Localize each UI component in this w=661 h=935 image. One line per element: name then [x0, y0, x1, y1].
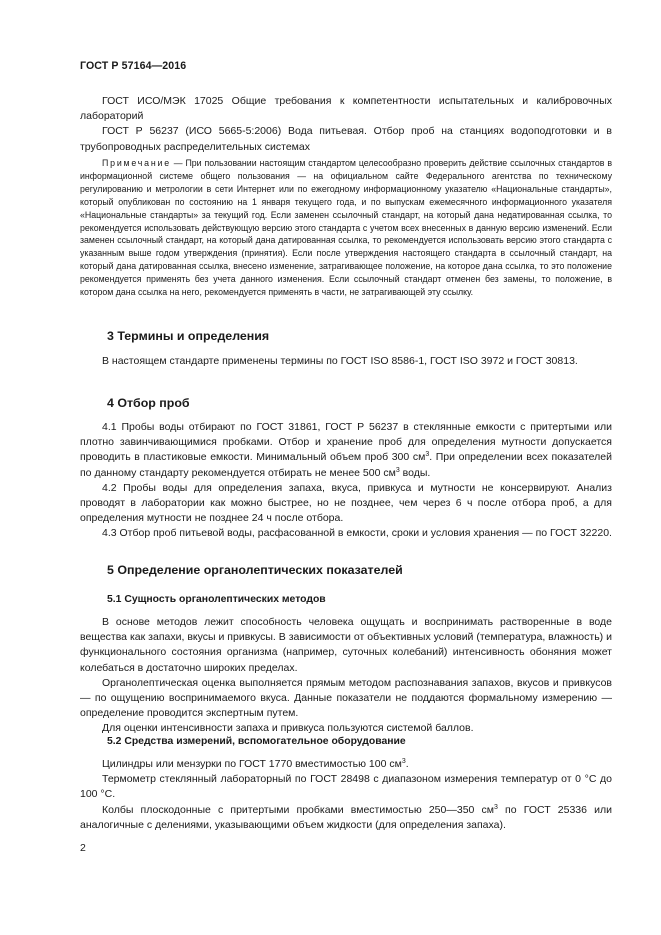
superscript-3: 3 — [401, 758, 406, 765]
ref-gost-iso-17025: ГОСТ ИСО/МЭК 17025 Общие требования к компетентности испытательных и калибровочных лабораторий — [80, 95, 612, 123]
ref-gost-r-56237: ГОСТ Р 56237 (ИСО 5665-5:2006) Вода питьевая. Отбор проб на станциях водоподготовки и в трубопроводных распределительных системах — [80, 125, 612, 153]
clause-5-1-p1: В основе методов лежит способность человека ощущать и воспринимать растворенные в воде вещества как запахи, вкусы и привкусы. В зависимости от объективных условий (температура, влажность) и функционального состояния организма (например, суточных колебаний) интенсивность обоняния может колебаться в достаточно широких пределах. — [80, 616, 612, 674]
subsection-5-2-body — [80, 757, 612, 833]
clause-4-2: 4.2 Пробы воды для определения запаха, вкуса, привкуса и мутности не консервируют. Анализ проводят в лаборатории как можно быстрее, но не позднее, чем через 6 ч после отбора проб, а для определения мутности не позднее 24 ч после отбора. — [80, 481, 612, 525]
section-4-title: 4 Отбор проб — [107, 396, 190, 410]
section-3-title: 3 Термины и определения — [107, 329, 270, 343]
section-3-body — [80, 354, 612, 369]
clause-5-2-p3 — [80, 803, 612, 833]
doc-header-code: ГОСТ Р 57164—2016 — [80, 60, 187, 72]
clause-5-1-p2: Органолептическая оценка выполняется прямым методом распознавания запахов, вкусов и привкусов — по ощущению воспринимаемого вкуса. Данные показатели не поддаются формальному измерению — определение проводится экспертным путем. — [80, 676, 612, 720]
clause-5-2-p2: Термометр стеклянный лабораторный по ГОСТ 28498 с диапазоном измерения температур от 0 °С до 100 °С. — [80, 773, 612, 801]
clause-5-2-p3-part-b: по ГОСТ 25336 или аналогичные с делениями, указывающими объем жидкости (для определения запаха). — [80, 803, 612, 831]
superscript-3: 3 — [494, 803, 498, 811]
superscript-3: 3 — [395, 466, 400, 474]
subsection-5-1-body — [80, 615, 612, 737]
page-number: 2 — [80, 842, 86, 854]
normative-references — [80, 94, 612, 155]
note-paragraph — [80, 157, 612, 299]
subsection-5-1-title: 5.1 Сущность органолептических методов — [107, 594, 326, 605]
section-5-title: 5 Определение органолептических показателей — [107, 563, 403, 577]
section-4-body — [80, 420, 612, 542]
clause-4-1-part-b: . При определении всех показателей по данному стандарту рекомендуется отбирать не менее 500 см — [80, 451, 612, 479]
references-note — [80, 157, 612, 299]
clause-4-1-part-a: 4.1 Пробы воды отбирают по ГОСТ 31861, ГОСТ Р 56237 в стеклянные емкости с притертыми или плотно завинчивающимися пробками. Отбор и хранение проб для определения мутности допускается проводить в пластиковые емкости. Минимальный объем проб 300 см — [80, 421, 612, 464]
clause-4-3: 4.3 Отбор проб питьевой воды, расфасованной в емкости, сроки и условия хранения — по ГОСТ 32220. — [102, 527, 612, 540]
section-3-paragraph: В настоящем стандарте применены термины по ГОСТ ISO 8586-1, ГОСТ ISO 3972 и ГОСТ 30813. — [102, 355, 578, 367]
clause-5-2-p1 — [80, 757, 612, 772]
clause-5-2-p3-part-a: Колбы плоскодонные с притертыми пробками вместимостью 250—350 см — [102, 803, 494, 816]
clause-5-2-p1-part-b: . — [405, 758, 409, 770]
note-text: — При пользовании настоящим стандартом целесообразно проверить действие ссылочных стандартов в информационной системе общего пользования — на официальном сайте Федерального агентства по техническому регулированию и метрологии в сети Интернет или по ежегодному информационному указателю «Национальные стандарты», который опубликован по состоянию на 1 января текущего года, и по выпускам ежемесячного информационного указателя «Национальные стандарты» за текущий год. Если заменен ссылочный стандарт, на который дана недатированная ссылка, то рекомендуется использовать действующую версию этого стандарта с учетом всех внесенных в данную версию изменений. Если заменен ссылочный стандарт, на который дана датированная ссылка, то рекомендуется использовать версию этого стандарта с указанным выше годом утверждения (принятия). Если после утверждения настоящего стандарта в ссылочный стандарт, на который дана датированная ссылка, внесено изменение, затрагивающее положение, на которое дана ссылка, то это положение рекомендуется применять без учета данного изменения. Если ссылочный стандарт отменен без замены, то положение, в котором дана ссылка на него, рекомендуется применять в части, не затрагивающей эту ссылку. — [80, 158, 612, 298]
subsection-5-2-title: 5.2 Средства измерений, вспомогательное оборудование — [107, 736, 406, 747]
superscript-3: 3 — [425, 451, 430, 459]
note-label: Примечание — [102, 158, 171, 168]
clause-5-2-p1-part-a: Цилиндры или мензурки по ГОСТ 1770 вместимостью 100 см — [102, 758, 402, 770]
clause-5-1-p3: Для оценки интенсивности запаха и привкуса пользуются системой баллов. — [102, 722, 474, 735]
clause-4-1-part-c: воды. — [399, 466, 431, 479]
clause-4-1 — [80, 420, 612, 481]
